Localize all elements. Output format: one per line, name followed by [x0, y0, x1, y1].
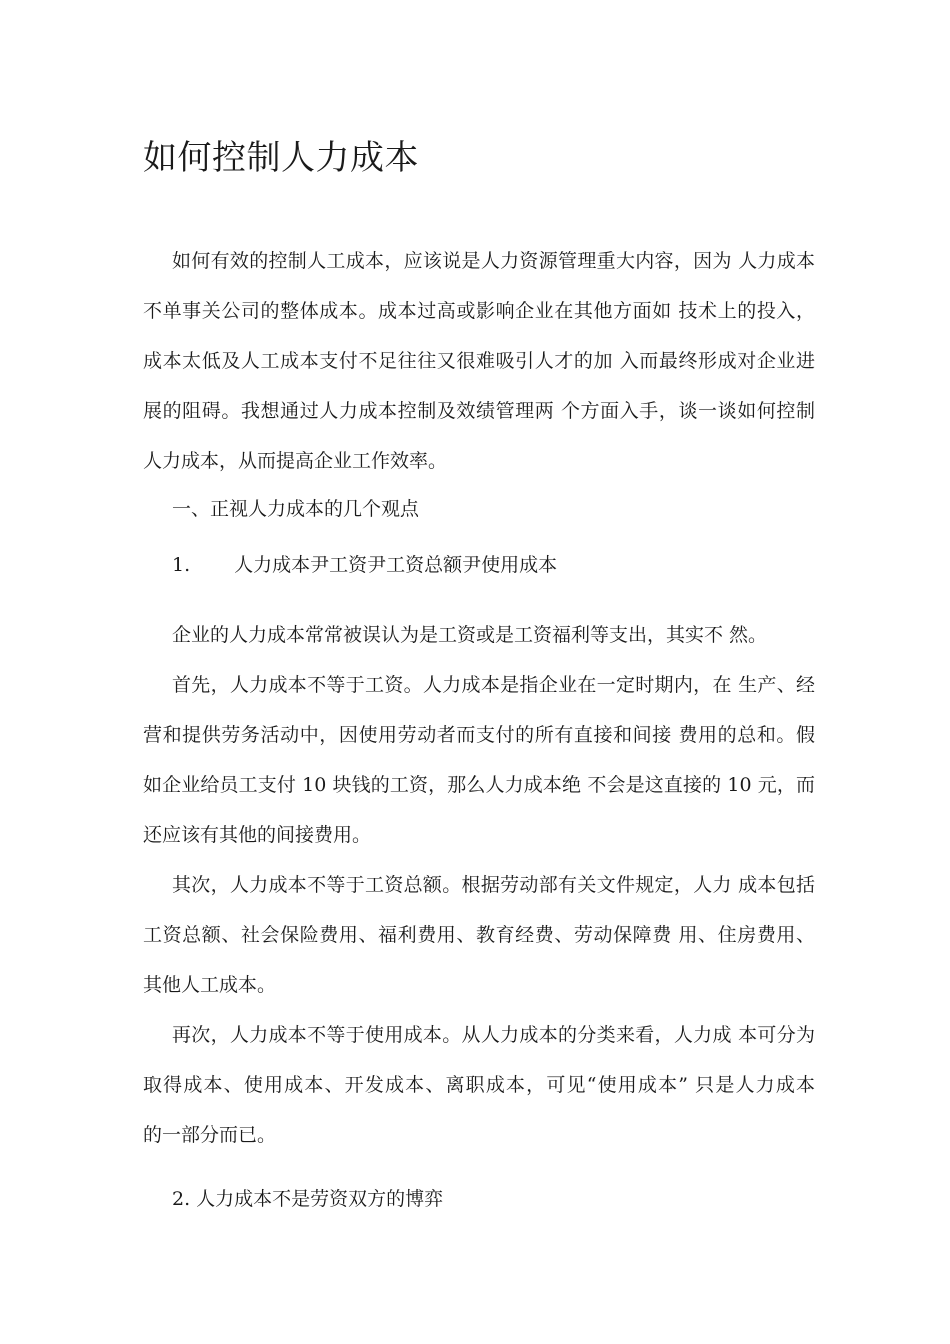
section-heading-1: 一、正视人力成本的几个观点	[172, 498, 420, 520]
item-text: 人力成本尹工资尹工资总额尹使用成本	[234, 554, 558, 576]
first-line-1: 首先，人力成本不等于工资。人力成本是指企业在一定时期内，在 生产、经	[172, 674, 815, 696]
first-line-2: 营和提供劳务活动中，因使用劳动者而支付的所有直接和间接 费用的总和。假	[143, 724, 815, 746]
misconception-paragraph: 企业的人力成本常常被误认为是工资或是工资福利等支出，其实不 然。	[172, 624, 768, 646]
second-line-3: 其他人工成本。	[143, 974, 277, 996]
item-number: 1.	[172, 554, 191, 576]
third-line-3: 的一部分而已。	[143, 1124, 277, 1146]
second-line-1: 其次，人力成本不等于工资总额。根据劳动部有关文件规定，人力 成本包括	[172, 874, 815, 896]
intro-line-4: 展的阻碍。我想通过人力成本控制及效绩管理两 个方面入手，谈一谈如何控制	[143, 400, 815, 422]
document-title: 如何控制人力成本	[143, 138, 419, 178]
intro-line-5: 人力成本，从而提高企业工作效率。	[143, 450, 448, 472]
third-line-1: 再次，人力成本不等于使用成本。从人力成本的分类来看，人力成 本可分为	[172, 1024, 815, 1046]
intro-line-1: 如何有效的控制人工成本，应该说是人力资源管理重大内容，因为 人力成本	[172, 250, 815, 272]
first-line-4: 还应该有其他的间接费用。	[143, 824, 372, 846]
third-line-2: 取得成本、使用成本、开发成本、离职成本，可见“使用成本” 只是人力成本	[143, 1074, 815, 1096]
second-line-2: 工资总额、社会保险费用、福利费用、教育经费、劳动保障费 用、住房费用、	[143, 924, 815, 946]
intro-line-2: 不单事关公司的整体成本。成本过高或影响企业在其他方面如 技术上的投入，	[143, 300, 815, 322]
numbered-item-1	[172, 552, 557, 578]
numbered-item-2: 2. 人力成本不是劳资双方的博弈	[172, 1188, 444, 1210]
first-line-3: 如企业给员工支付 10 块钱的工资，那么人力成本绝 不会是这直接的 10 元，而	[143, 774, 815, 796]
intro-line-3: 成本太低及人工成本支付不足往往又很难吸引人才的加 入而最终形成对企业进	[143, 350, 815, 372]
